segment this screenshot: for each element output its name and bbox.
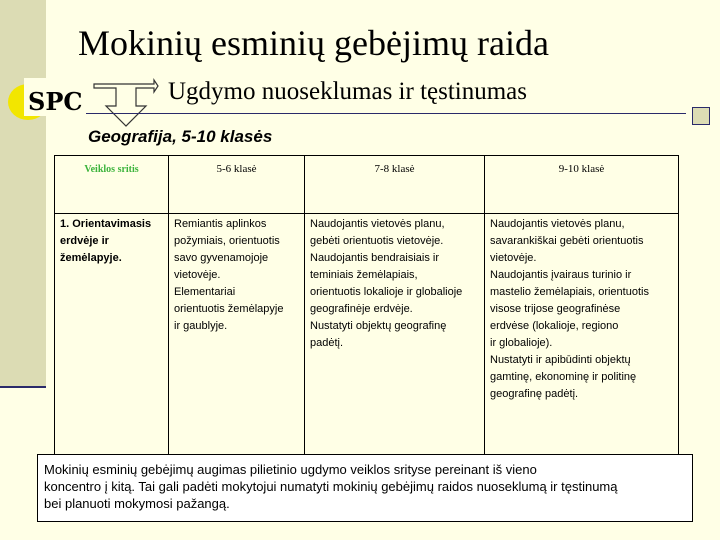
down-arrow-icon: [92, 80, 160, 128]
section-title: Geografija, 5-10 klasės: [88, 127, 273, 146]
table-row: [55, 214, 679, 455]
header-grade-9-10: 9-10 klasė: [485, 156, 679, 214]
table-header-row: [55, 156, 679, 214]
header-activity-area: Veiklos sritis: [55, 156, 169, 214]
spc-logo: [6, 72, 83, 126]
title-divider: [86, 113, 686, 114]
header-grade-7-8: 7-8 klasė: [305, 156, 485, 214]
cell-grade-7-8: Naudojantis vietovės planu, gebėti orientuotis vietovėje. Naudojantis bendraisiais ir teminiais žemėlapiais, orientuotis lokalioje ir globalioje geografinėje erdvėje. Nustatyti objektų geografinę padėtį.: [305, 214, 485, 455]
left-decor-bar: [0, 0, 46, 388]
page-title: Mokinių esminių gebėjimų raida: [78, 23, 549, 63]
cell-grade-9-10: Naudojantis vietovės planu, savarankiškai gebėti orientuotis vietovėje. Naudojantis įvairaus turinio ir mastelio žemėlapiais, orientuotis visose trijose geografinėse erdvėse (lokalioje, regiono ir globalioje). Nustatyti ir apibūdinti objektų gamtinę, ekonominę ir politinę geografinę padėtį.: [485, 214, 679, 455]
corner-square: [692, 107, 710, 125]
cell-activity-area: 1. Orientavimasis erdvėje ir žemėlapyje.: [55, 214, 169, 455]
cell-grade-5-6: Remiantis aplinkos požymiais, orientuotis savo gyvenamojoje vietovėje. Elementariai orientuotis žemėlapyje ir gaublyje.: [169, 214, 305, 455]
competence-table: [54, 155, 679, 455]
logo-text: SPC: [28, 87, 83, 116]
header-grade-5-6: 5-6 klasė: [169, 156, 305, 214]
page-subtitle: Ugdymo nuoseklumas ir tęstinumas: [168, 78, 527, 105]
footer-note: Mokinių esminių gebėjimų augimas pilietinio ugdymo veiklos srityse pereinant iš vieno koncentro į kitą. Tai gali padėti mokytojui numatyti mokinių gebėjimų raidos nuoseklumą ir tęstinumą bei planuoti mokymosi pažangą.: [37, 454, 693, 522]
